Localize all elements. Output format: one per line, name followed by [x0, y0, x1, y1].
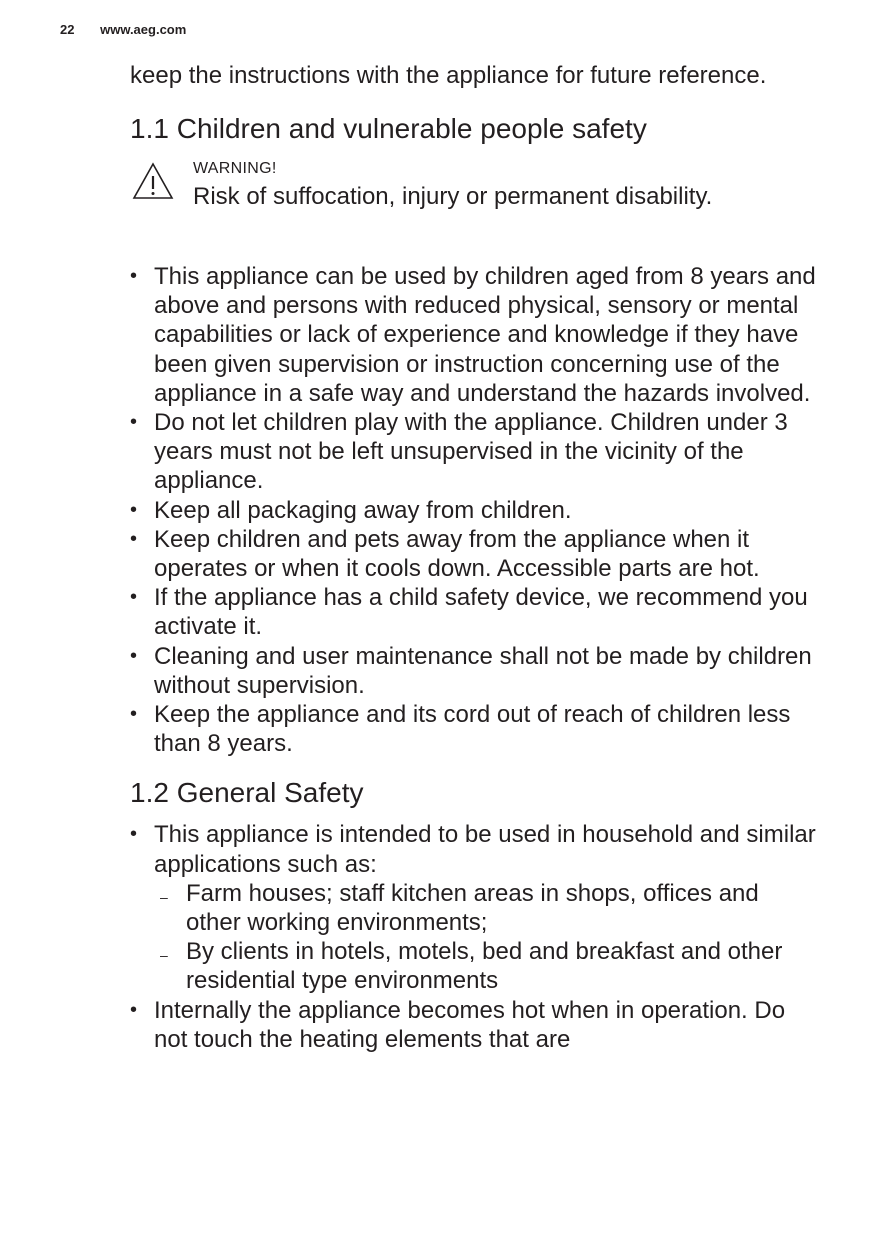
section-1-heading — [130, 112, 820, 146]
header-url: www.aeg.com — [100, 22, 187, 37]
section-1-title: Children and vulnerable people safety — [176, 113, 647, 144]
intro-paragraph: keep the instructions with the appliance for future reference. — [130, 62, 767, 89]
section-2-title: General Safety — [176, 777, 364, 809]
section-2-bullet-list — [130, 820, 820, 1054]
section-2-number: 1.2 — [130, 777, 169, 809]
warning-box — [130, 158, 820, 242]
warning-triangle-icon — [132, 162, 174, 200]
section-2 — [130, 776, 820, 1054]
warning-title: WARNING! — [193, 160, 277, 177]
sub-list — [154, 879, 820, 996]
list-item: • Internally the appliance becomes hot when in operation. Do not touch the heating elements that are — [130, 996, 820, 1054]
page-content — [130, 61, 820, 1054]
warning-text: Risk of suffocation, injury or permanent disability. — [193, 183, 713, 210]
sub-list-item: – By clients in hotels, motels, bed and breakfast and other residential type environments — [154, 937, 820, 995]
list-item: • Cleaning and user maintenance shall not be made by children without supervision. — [130, 642, 820, 700]
page-number: 22 — [60, 22, 75, 37]
section-1-bullet-list — [130, 262, 820, 758]
list-item: • Do not let children play with the appliance. Children under 3 years must not be left unsupervised in the vicinity of the appliance. — [130, 408, 820, 496]
page-header — [60, 22, 186, 37]
list-item: • Keep children and pets away from the appliance when it operates or when it cools down. Accessible parts are hot. — [130, 525, 820, 583]
section-2-heading — [130, 776, 820, 810]
list-item: • This appliance can be used by children aged from 8 years and above and persons with reduced physical, sensory or mental capabilities or lack of experience and knowledge if they have been given supervision or instruction concerning use of the appliance in a safe way and understand the hazards involved. — [130, 262, 820, 408]
list-item: • Keep all packaging away from children. — [130, 496, 820, 525]
list-item — [130, 820, 820, 995]
list-item-text: This appliance is intended to be used in household and similar applications such as: — [154, 821, 816, 878]
list-item: • If the appliance has a child safety device, we recommend you activate it. — [130, 583, 820, 641]
sub-list-item: – Farm houses; staff kitchen areas in shops, offices and other working environments; — [154, 879, 820, 937]
list-item: • Keep the appliance and its cord out of reach of children less than 8 years. — [130, 700, 820, 758]
section-1-number: 1.1 — [130, 113, 169, 144]
